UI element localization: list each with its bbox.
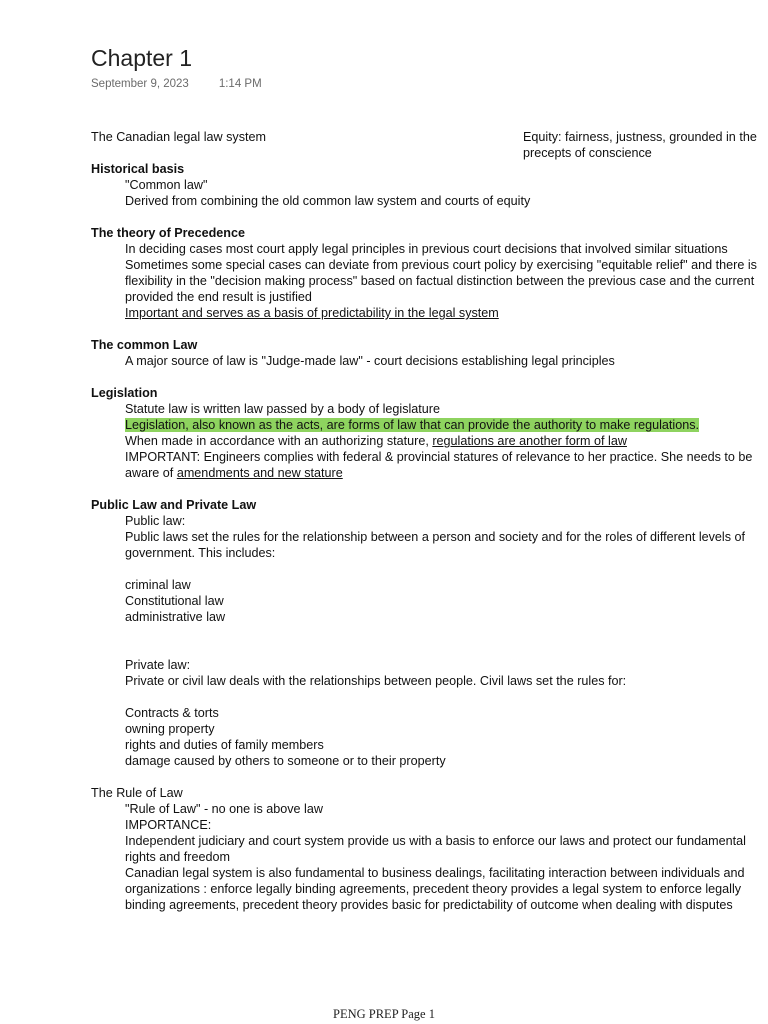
list-item: Constitutional law	[125, 594, 224, 608]
note-line: Statute law is written law passed by a body of legislature	[125, 402, 441, 416]
list-item: damage caused by others to someone or to their property	[125, 754, 446, 768]
note-paragraph: Independent judiciary and court system provide us with a basis to enforce our laws and protect our fundamental rights and freedom	[125, 834, 746, 864]
section-heading-public-private: Public Law and Private Law	[91, 498, 257, 512]
note-line: A major source of law is "Judge-made law" - court decisions establishing legal principles	[125, 354, 615, 368]
note-paragraph: Canadian legal system is also fundamental to business dealings, facilitating interaction between individuals and organizations : enforce legally binding agreements, precedent theory provides a legal system to enforce legally binding agreements, precedent theory provides basic for predictability of outcome when dealing with disputes	[125, 866, 745, 912]
intro-line: The Canadian legal law system	[91, 130, 267, 144]
note-line: "Common law"	[125, 178, 208, 192]
page-footer: PENG PREP Page 1	[333, 1007, 435, 1021]
note-text: When made in accordance with an authorizing stature,	[125, 434, 433, 448]
list-item: owning property	[125, 722, 215, 736]
note-body[interactable]	[91, 129, 763, 913]
note-line: Private law:	[125, 658, 191, 672]
note-text: IMPORTANT: Engineers complies with federal & provincial statures of relevance to her practice. She needs to be aware of	[125, 450, 753, 480]
underlined-text: regulations are another form of law	[432, 434, 627, 448]
note-line: Private or civil law deals with the relationships between people. Civil laws set the rules for:	[125, 674, 627, 688]
page-title[interactable]: Chapter 1	[91, 45, 193, 71]
section-heading-historical: Historical basis	[91, 162, 185, 176]
note-line: In deciding cases most court apply legal principles in previous court decisions that involved similar situations	[125, 242, 728, 256]
note-line: IMPORTANCE:	[125, 818, 212, 832]
note-line: Public law:	[125, 514, 186, 528]
section-heading-precedence: The theory of Precedence	[91, 226, 245, 240]
side-note[interactable]: Equity: fairness, justness, grounded in the precepts of conscience	[523, 130, 757, 160]
note-line-highlighted	[91, 417, 763, 433]
underlined-text: amendments and new stature	[176, 466, 343, 480]
note-paragraph	[91, 449, 763, 481]
note-paragraph: Public laws set the rules for the relationship between a person and society and for the roles of different levels of government. This includes:	[125, 530, 746, 560]
page-time: 1:14 PM	[218, 78, 262, 90]
section-heading-legislation: Legislation	[91, 386, 158, 400]
underlined-text: Important and serves as a basis of predictability in the legal system	[125, 306, 499, 320]
section-heading-common-law: The common Law	[91, 338, 198, 352]
list-item: administrative law	[125, 610, 226, 624]
list-item: rights and duties of family members	[125, 738, 324, 752]
note-paragraph: Sometimes some special cases can deviate from previous court policy by exercising "equitable relief" and there is flexibility in the "decision making process" based on factual distinction between the previous case and the current provided the end result is justified	[125, 258, 757, 304]
note-line-underlined	[91, 305, 763, 321]
page-date: September 9, 2023	[91, 78, 189, 90]
section-heading-rule-of-law: The Rule of Law	[91, 786, 183, 800]
list-item: Contracts & torts	[125, 706, 219, 720]
note-line: "Rule of Law" - no one is above law	[125, 802, 323, 816]
highlighted-text: Legislation, also known as the acts, are forms of law that can provide the authority to make regulations.	[125, 418, 700, 432]
list-item: criminal law	[125, 578, 191, 592]
note-line	[91, 433, 763, 449]
page-timestamp	[91, 76, 262, 92]
note-line: Derived from combining the old common law system and courts of equity	[125, 194, 531, 208]
